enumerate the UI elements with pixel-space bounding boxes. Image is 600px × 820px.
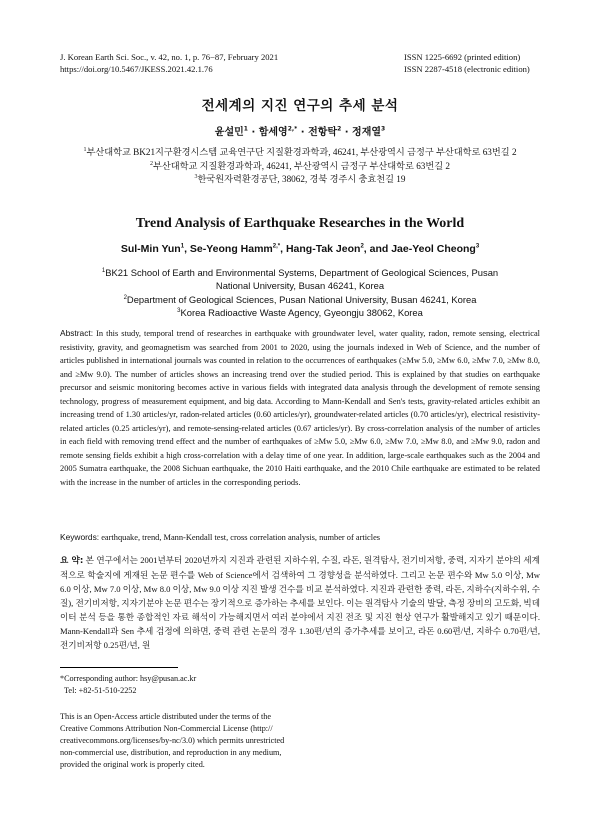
korean-affiliation	[60, 160, 540, 174]
korean-title: 전세계의 지진 연구의 추세 분석	[201, 98, 399, 114]
english-affiliation	[60, 306, 540, 319]
korean-author: 전항탁	[308, 127, 338, 138]
author-separator: ·	[251, 127, 256, 138]
korean-author: 함세영	[258, 127, 288, 138]
author-sup: 1	[243, 125, 248, 133]
korean-abstract-text: 본 연구에서는 2001년부터 2020년까지 지진과 관련된 지하수위, 수질, 라돈, 원격탐사, 전기비저항, 중력, 지자기 분야의 세계적으로 학술지에 게재된 논문 편수를 Web of Science에서 검색하여 그 경향성을 분석하였다. 그리고 논문 편수와 Mw 5.0 이상, Mw 6.0 이상, Mw 7.0 이상, Mw 8.0 이상, Mw 9.0 이상 지진 발생 건수를 비교 분석하였다. 지진과 관련한 중력, 라돈, 지하수(지하수위, 수질), 전기비저항, 지자기분야 논문 편수는 장기적으로 증가하는 추세를 보인다. 이는 원격탐사 기술의 발달, 측정 장비의 고도화, 빅데이터 분석 등을 통한 종합적인 자료 해석이 가능해지면서 여러 분야에서 지진 전조 및 지진 현상 연구가 활발해지고 있기 때문이다. Mann-Kendall과 Sen 추세 검정에 의하면, 중력 관련 논문의 경우 1.30편/년의 증가추세를 보이고, 라돈 0.60편/년, 지하수 0.70편/년, 전기비저항 0.25편/년, 원	[60, 555, 540, 650]
korean-abstract	[60, 553, 540, 652]
english-author: Jae-Yeol Cheong	[391, 243, 476, 255]
affil-sup: 1	[83, 146, 87, 153]
author-sup: 2	[337, 125, 342, 133]
phone-number: Tel: +82-51-510-2252	[64, 686, 137, 695]
korean-author: 정재열	[352, 127, 382, 138]
affil-sup: 2	[149, 160, 153, 167]
author-sup: 1	[180, 243, 185, 250]
abstract-text: In this study, temporal trend of researches in earthquake with groundwater level, water quality, radon, remote sensing, electrical resistivity, gravity, and geomagnetism was searched from 2001 to 2020, using the journals indexed in Web of Science, and the number of articles published in international journals was counted in relation to the occurrences of earthquakes (≥Mw 5.0, ≥Mw 6.0, ≥Mw 7.0, ≥Mw 8.0, and ≥Mw 9.0). The number of articles shows an increasing trend over the studied period. This is explained by that studies on earthquake precursor and seismic monitoring becomes active in various fields with integrated data analysis through the development of remote sensing technology, progress of measurement equipment, and big data. According to Mann-Kendall and Sen's tests, gravity-related articles exhibit an increasing trend of 1.30 articles/yr, radon-related articles (0.60 articles/yr), groundwater-related articles (0.70 articles/yr), electrical resistivity-related articles (0.25 articles/yr), and remote-sensing-related articles (0.67 articles/yr). By cross-correlation analysis of the number of articles in each field with removing trend effect and the number of earthquakes of ≥Mw 5.0, ≥Mw 6.0, ≥Mw 7.0, ≥Mw 8.0, and ≥Mw 9.0, radon and remote sensing fields exhibit a high cross-correlation with a delay time of one year. In addition, large-scale earthquakes such as the 2004 and 2005 Sumatra earthquake, the 2008 Sichuan earthquake, the 2010 Haiti earthquake, and the 2010 Chile earthquake are estimated to be related with the increase in the number of articles in the corresponding periods.	[60, 329, 540, 487]
author-separator: ·	[300, 127, 305, 138]
article-page	[60, 0, 540, 820]
english-authors	[60, 243, 540, 255]
keywords	[60, 531, 540, 544]
english-affiliation	[60, 293, 540, 306]
license-line: provided the original work is properly cited.	[60, 760, 205, 769]
license-line: creativecommons.org/licenses/by-nc/3.0) which permits unrestricted	[60, 736, 285, 745]
corresponding-footnote	[60, 673, 196, 697]
affil-sup: 3	[177, 308, 181, 315]
affil-sup: 1	[101, 267, 106, 274]
affil-text: 부산대학교 BK21지구환경시스템 교육연구단 지질환경과학과, 46241, 부산광역시 금정구 부산대학로 63번길 2	[86, 147, 517, 157]
author-separator: ,	[280, 243, 286, 255]
author-separator: , and	[363, 243, 392, 255]
korean-affiliation	[60, 173, 540, 187]
author-sup: 2,*	[287, 125, 298, 133]
issn-print: ISSN 1225-6692 (printed edition)	[404, 52, 521, 62]
issn-electronic: ISSN 2287-4518 (electronic edition)	[404, 64, 530, 74]
journal-header-right	[404, 51, 530, 75]
english-author: Hang-Tak Jeon	[285, 243, 361, 255]
keywords-text: earthquake, trend, Mann-Kendall test, cross correlation analysis, number of articles	[101, 533, 381, 542]
author-sup: 2	[360, 243, 364, 250]
affil-text: Korea Radioactive Waste Agency, Gyeongju 38062, Korea	[180, 307, 423, 319]
license-footnote	[60, 711, 285, 771]
corresponding-author[interactable]: *Corresponding author: hsy@pusan.ac.kr	[60, 674, 197, 683]
author-sup: 3	[381, 125, 386, 133]
korean-affiliations	[60, 146, 540, 187]
author-separator: ,	[184, 243, 190, 255]
affil-text: Department of Geological Sciences, Pusan National University, Busan 46241, Korea	[126, 293, 477, 305]
license-line: non-commercial use, distribution, and reproduction in any medium,	[60, 748, 282, 757]
english-affiliations	[60, 266, 540, 320]
journal-citation: J. Korean Earth Sci. Soc., v. 42, no. 1, p. 76−87, February 2021	[60, 52, 279, 62]
korean-author: 윤설민	[214, 127, 244, 138]
keywords-label: Keywords:	[60, 532, 100, 542]
english-abstract	[60, 327, 540, 489]
affil-text: BK21 School of Earth and Environmental Systems, Department of Geological Sciences, Pusan	[105, 267, 499, 278]
author-sup: 2,*	[272, 243, 281, 250]
author-separator: ·	[344, 127, 349, 138]
journal-header-left	[60, 51, 278, 75]
affil-sup: 3	[194, 174, 198, 181]
korean-abstract-label: 요 약:	[60, 556, 84, 566]
footnote-divider	[60, 667, 178, 668]
license-line: This is an Open-Access article distributed under the terms of the	[60, 712, 271, 721]
affil-sup: 2	[123, 294, 127, 301]
english-affiliation	[60, 266, 540, 279]
author-sup: 3	[475, 243, 480, 250]
license-line: Creative Commons Attribution Non-Commercial License (http://	[60, 724, 273, 733]
affil-text: 한국원자력환경공단, 38062, 경북 경주시 충효천길 19	[197, 174, 406, 185]
english-affiliation-cont: National University, Busan 46241, Korea	[215, 280, 385, 292]
korean-authors	[60, 123, 540, 138]
affil-text: 부산대학교 지질환경과학과, 46241, 부산광역시 금정구 부산대학로 63번길 2	[152, 160, 451, 171]
english-title: Trend Analysis of Earthquake Researches in the World	[135, 216, 465, 231]
english-author: Se-Yeong Hamm	[189, 243, 273, 255]
english-author: Sul-Min Yun	[120, 243, 181, 255]
korean-affiliation	[60, 146, 540, 160]
journal-doi[interactable]: https://doi.org/10.5467/JKESS.2021.42.1.76	[60, 64, 213, 74]
abstract-label: Abstract:	[60, 328, 94, 338]
